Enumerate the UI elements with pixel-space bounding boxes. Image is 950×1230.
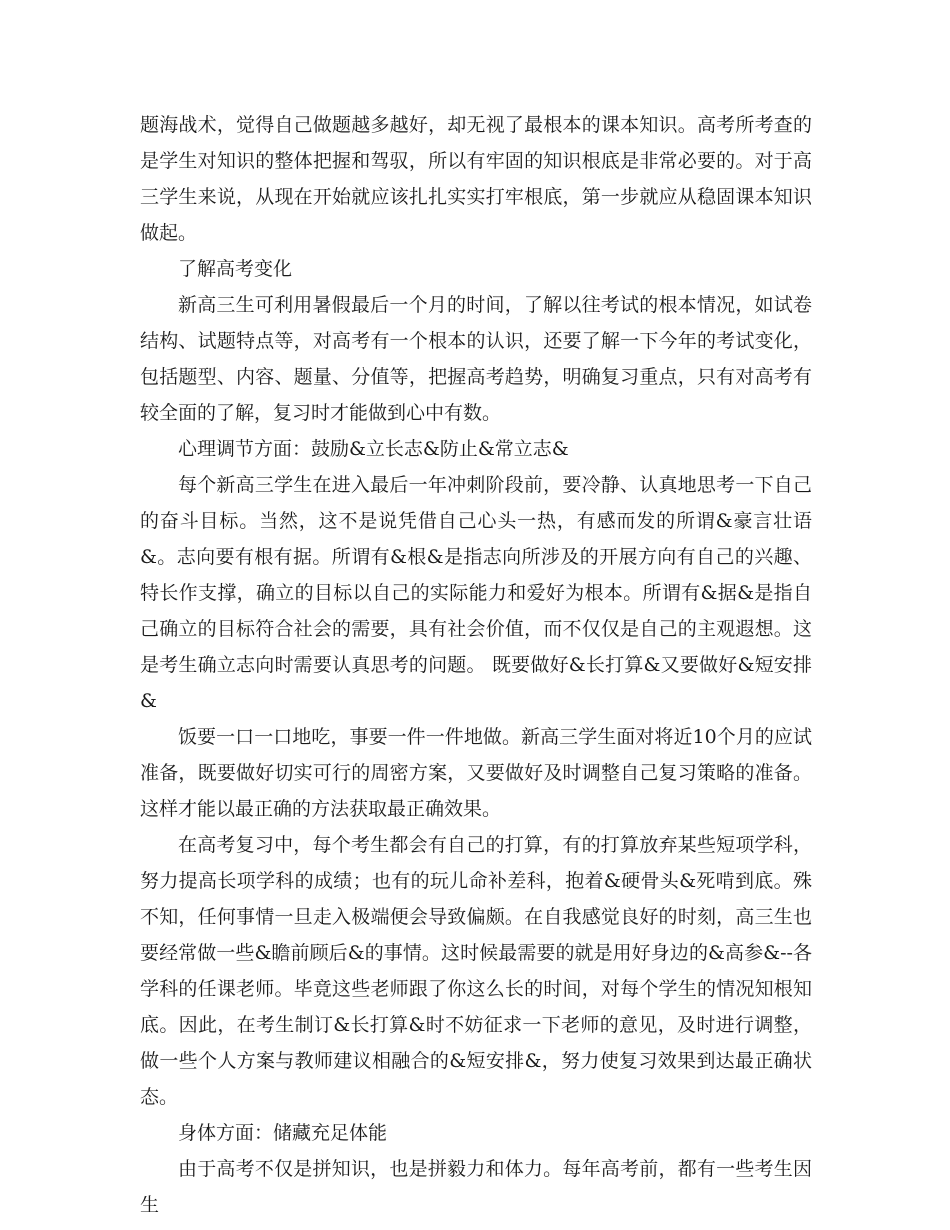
section-heading-psychology: 心理调节方面：鼓励&立长志&防止&常立志&: [178, 438, 569, 460]
body-paragraph-3: 每个新高三学生在进入最后一年冲刺阶段前，要冷静、认真地思考一下自己的奋斗目标。当然，这不是说凭借自己心头一热，有感而发的所谓&豪言壮语&。志向要有根有据。所谓有&根&是指志向所涉及的开展方向有自己的兴趣、特长作支撑，确立的目标以自己的实际能力和爱好为根本。所谓有&据&是指自己确立的目标符合社会的需要，具有社会价值，而不仅仅是自己的主观遐想。这是考生确立志向时需要认真思考的问题。 既要做好&长打算&又要做好&短安排&: [140, 474, 812, 712]
body-paragraph-6: 由于高考不仅是拼知识，也是拼毅力和体力。每年高考前，都有一些考生因生: [140, 1158, 812, 1216]
section-heading-exam-changes: 了解高考变化: [178, 258, 293, 280]
body-paragraph-5: 在高考复习中，每个考生都会有自己的打算，有的打算放弃某些短项学科，努力提高长项学科的成绩；也有的玩儿命补差科，抱着&硬骨头&死啃到底。殊不知，任何事情一旦走入极端便会导致偏颇。在自我感觉良好的时刻，高三生也要经常做一些&瞻前顾后&的事情。这时候最需要的就是用好身边的&高参&--各学科的任课老师。毕竟这些老师跟了你这么长的时间，对每个学生的情况知根知底。因此，在考生制订&长打算&时不妨征求一下老师的意见，及时进行调整，做一些个人方案与教师建议相融合的&短安排&，努力使复习效果到达最正确状态。: [140, 834, 812, 1108]
body-paragraph-2: 新高三生可利用暑假最后一个月的时间，了解以往考试的根本情况，如试卷结构、试题特点等，对高考有一个根本的认识，还要了解一下今年的考试变化，包括题型、内容、题量、分值等，把握高考趋势，明确复习重点，只有对高考有较全面的了解，复习时才能做到心中有数。: [140, 294, 812, 424]
section-heading-physical: 身体方面：储藏充足体能: [178, 1122, 388, 1144]
body-paragraph-4: 饭要一口一口地吃，事要一件一件地做。新高三学生面对将近10个月的应试准备，既要做好切实可行的周密方案，又要做好及时调整自己复习策略的准备。这样才能以最正确的方法获取最正确效果。: [140, 726, 812, 820]
document-page: [140, 107, 812, 1223]
body-paragraph-1: 题海战术，觉得自己做题越多越好，却无视了最根本的课本知识。高考所考查的是学生对知识的整体把握和驾驭，所以有牢固的知识根底是非常必要的。对于高三学生来说，从现在开始就应该扎扎实实打牢根底，第一步就应从稳固课本知识做起。: [140, 114, 812, 244]
